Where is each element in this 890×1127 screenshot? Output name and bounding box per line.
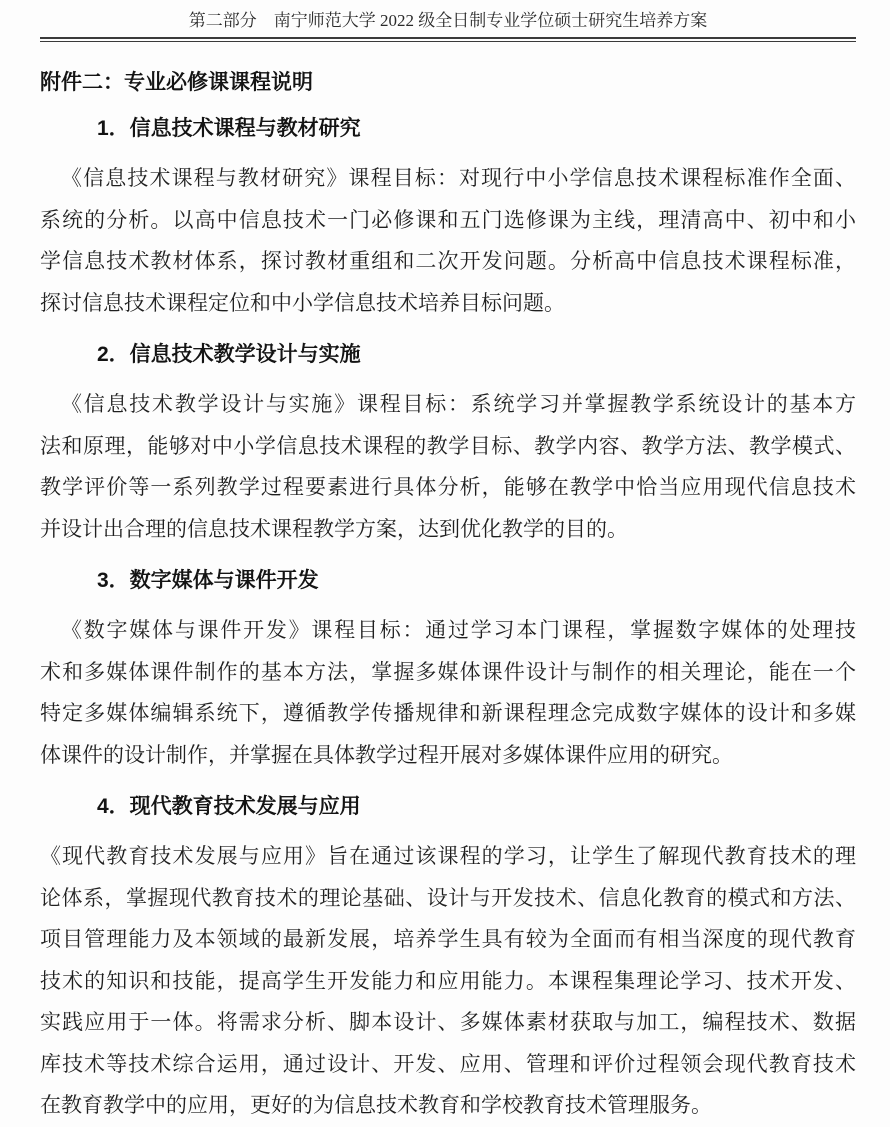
section-2-heading: 2．信息技术教学设计与实施 bbox=[97, 343, 361, 366]
section-4-paragraph bbox=[40, 836, 856, 1127]
paragraph-line: 系统的分析。以高中信息技术一门必修课和五门选修课为主线，理清高中、初中和小 bbox=[40, 207, 856, 232]
paragraph-line: 术和多媒体课件制作的基本方法，掌握多媒体课件设计与制作的相关理论，能在一个 bbox=[40, 659, 856, 684]
paragraph-line: 体课件的设计制作，并掌握在具体教学过程开展对多媒体课件应用的研究。 bbox=[40, 742, 733, 767]
paragraph-line: 教学评价等一系列教学过程要素进行具体分析，能够在教学中恰当应用现代信息技术 bbox=[40, 475, 856, 499]
page-header-title: 第二部分 南宁师范大学 2022 级全日制专业学位硕士研究生培养方案 bbox=[188, 11, 708, 30]
paragraph-line: 在教育教学中的应用，更好的为信息技术教育和学校教育技术管理服务。 bbox=[40, 1093, 712, 1117]
document-title: 附件二：专业必修课课程说明 bbox=[40, 71, 313, 94]
paragraph-line: 论体系，掌握现代教育技术的理论基础、设计与开发技术、信息化教育的模式和方法、 bbox=[40, 885, 856, 910]
header-rule bbox=[40, 37, 856, 42]
paragraph-line: 《现代教育技术发展与应用》旨在通过该课程的学习，让学生了解现代教育技术的理 bbox=[40, 844, 856, 868]
section-1-paragraph bbox=[40, 158, 856, 324]
section-3-heading: 3．数字媒体与课件开发 bbox=[97, 569, 319, 592]
paragraph-line: 学信息技术教材体系，探讨教材重组和二次开发问题。分析高中信息技术课程标准， bbox=[40, 249, 856, 273]
section-4-heading: 4．现代教育技术发展与应用 bbox=[97, 795, 361, 818]
paragraph-line: 《信息技术课程与教材研究》课程目标：对现行中小学信息技术课程标准作全面、 bbox=[61, 166, 856, 190]
section-3-paragraph bbox=[40, 610, 856, 776]
paragraph-line: 探讨信息技术课程定位和中小学信息技术培养目标问题。 bbox=[40, 290, 565, 315]
paragraph-line: 特定多媒体编辑系统下，遵循教学传播规律和新课程理念完成数字媒体的设计和多媒 bbox=[40, 701, 856, 725]
paragraph-line: 《数字媒体与课件开发》课程目标：通过学习本门课程，掌握数字媒体的处理技 bbox=[61, 618, 856, 642]
paragraph-line: 项目管理能力及本领域的最新发展，培养学生具有较为全面而有相当深度的现代教育 bbox=[40, 927, 856, 951]
paragraph-line: 库技术等技术综合运用，通过设计、开发、应用、管理和评价过程领会现代教育技术 bbox=[40, 1051, 856, 1076]
paragraph-line: 法和原理，能够对中小学信息技术课程的教学目标、教学内容、教学方法、教学模式、 bbox=[40, 433, 856, 458]
paragraph-line: 《信息技术教学设计与实施》课程目标：系统学习并掌握教学系统设计的基本方 bbox=[61, 392, 856, 416]
paragraph-line: 技术的知识和技能，提高学生开发能力和应用能力。本课程集理论学习、技术开发、 bbox=[40, 968, 856, 993]
section-1-heading: 1．信息技术课程与教材研究 bbox=[97, 117, 361, 140]
paragraph-line: 并设计出合理的信息技术课程教学方案，达到优化教学的目的。 bbox=[40, 516, 628, 541]
section-2-paragraph bbox=[40, 384, 856, 550]
paragraph-line: 实践应用于一体。将需求分析、脚本设计、多媒体素材获取与加工，编程技术、数据 bbox=[40, 1010, 856, 1034]
